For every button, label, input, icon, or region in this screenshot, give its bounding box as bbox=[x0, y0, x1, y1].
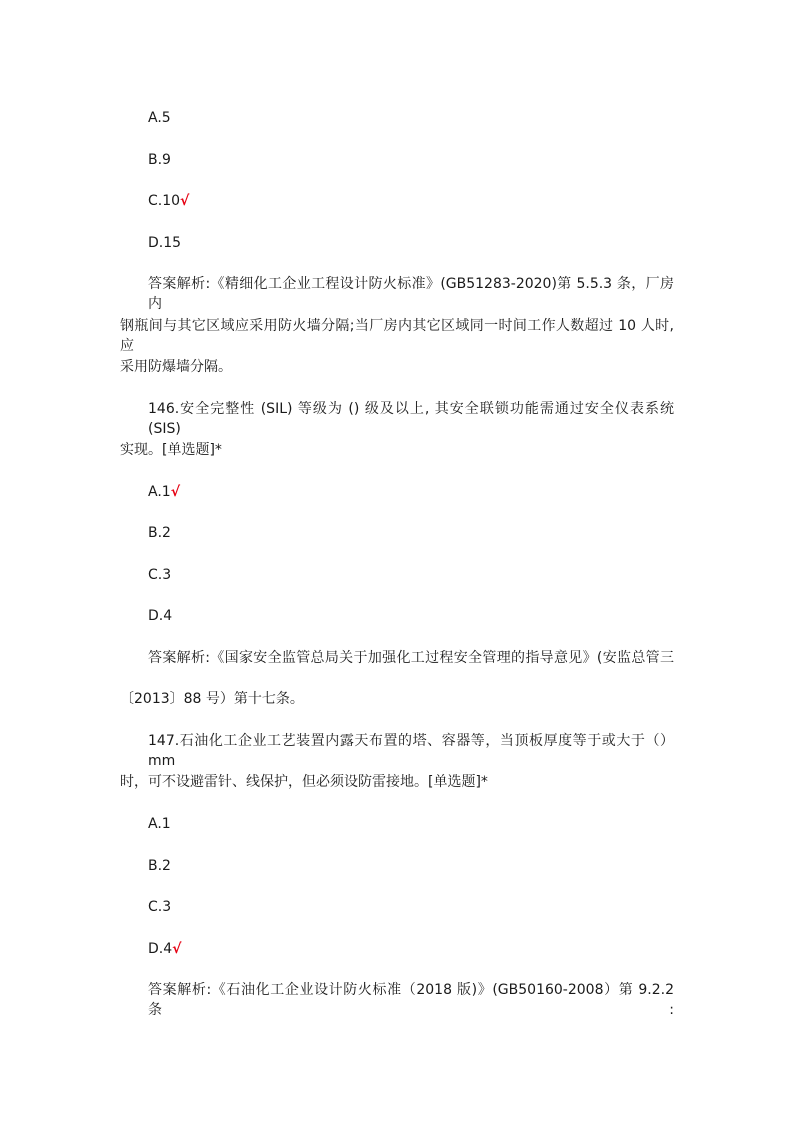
option-text: C.3 bbox=[148, 899, 172, 915]
option-text: C.10 bbox=[148, 193, 181, 209]
option-text: C.3 bbox=[148, 567, 172, 583]
q146-analysis-line-2: 〔2013〕88 号）第十七条。 bbox=[120, 691, 304, 707]
q147-question-line-1: 147.石油化工企业工艺装置内露天布置的塔、容器等，当顶板厚度等于或大于（）mm bbox=[148, 733, 674, 769]
q146-analysis-line-1: 答案解析:《国家安全监管总局关于加强化工过程安全管理的指导意见》(安监总管三 bbox=[148, 650, 674, 666]
option-text: A.5 bbox=[148, 110, 171, 126]
q147-question-line-2: 时，可不设避雷针、线保护，但必须设防雷接地。[单选题]* bbox=[120, 774, 488, 790]
q146-option-c bbox=[148, 565, 171, 585]
q147-option-b bbox=[148, 856, 171, 876]
option-text: D.15 bbox=[148, 235, 182, 251]
option-text: A.1 bbox=[148, 484, 171, 500]
q145-option-c bbox=[148, 191, 189, 211]
q146-option-b bbox=[148, 523, 171, 543]
correct-check-icon: √ bbox=[170, 484, 181, 500]
q147-analysis-line-1: 答案解析:《石油化工企业设计防火标准（2018 版)》(GB50160-2008）第 9.2.2 条: bbox=[148, 982, 674, 1018]
q145-option-d bbox=[148, 233, 181, 253]
q147-option-c bbox=[148, 897, 171, 917]
option-text: B.9 bbox=[148, 152, 171, 168]
q145-analysis-line-3: 采用防爆墙分隔。 bbox=[120, 359, 232, 375]
option-text: D.4 bbox=[148, 941, 173, 957]
correct-check-icon: √ bbox=[180, 193, 190, 209]
q147-option-a bbox=[148, 814, 171, 834]
q146-question-line-1: 146.安全完整性 (SIL) 等级为 () 级及以上, 其安全联锁功能需通过安全仪表系统 (SIS) bbox=[148, 401, 674, 437]
q145-option-a bbox=[148, 108, 171, 128]
q147-option-d bbox=[148, 939, 181, 959]
option-text: D.4 bbox=[148, 608, 173, 624]
q145-option-b bbox=[148, 150, 171, 170]
option-text: B.2 bbox=[148, 858, 171, 874]
option-text: A.1 bbox=[148, 816, 171, 832]
q146-question-line-2: 实现。[单选题]* bbox=[120, 442, 222, 458]
q145-analysis-line-1: 答案解析:《精细化工企业工程设计防火标准》(GB51283-2020)第 5.5.3 条，厂房内 bbox=[148, 276, 674, 312]
q146-option-a bbox=[148, 482, 180, 502]
option-text: B.2 bbox=[148, 525, 171, 541]
correct-check-icon: √ bbox=[172, 941, 182, 957]
q146-option-d bbox=[148, 606, 172, 626]
q145-analysis-line-2: 钢瓶间与其它区域应采用防火墙分隔;当厂房内其它区域同一时间工作人数超过 10 人时, 应 bbox=[120, 318, 674, 354]
